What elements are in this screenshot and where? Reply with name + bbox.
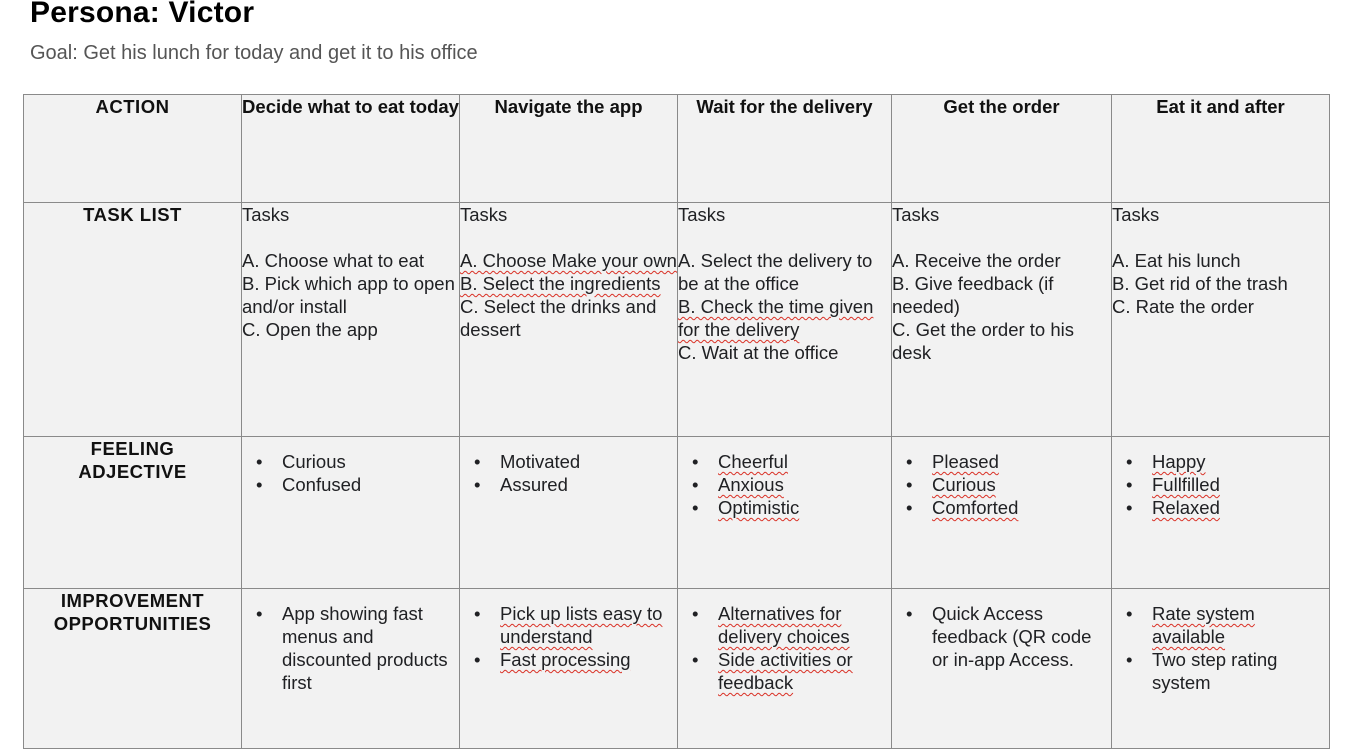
row-header-improvement [24,589,242,749]
improvement-text: Side activities or feedback [718,649,853,693]
feeling-text: Pleased [932,451,999,472]
persona-goal: Goal: Get his lunch for today and get it to his office [30,42,478,64]
row-header-task-list: TASK LIST [24,203,242,437]
row-header-feeling-line1: FEELING [90,438,175,459]
feeling-item: • Assured [474,473,669,496]
improvement-row [24,589,1330,749]
task-item: B. Get rid of the trash [1112,273,1288,294]
task-item: C. Open the app [242,319,378,340]
feeling-item [692,473,883,496]
improvements-cell-eat [1112,589,1330,749]
task-item: A. Choose Make your own [460,250,677,271]
feelings-cell-wait [678,437,892,589]
task-item: C. Get the order to his desk [892,319,1075,363]
feeling-text: Comforted [932,497,1019,518]
row-header-feeling-line2: ADJECTIVE [78,461,187,482]
feeling-text: Optimistic [718,497,800,518]
feeling-text: Happy [1152,451,1206,472]
feeling-text: Cheerful [718,451,788,472]
feelings-cell-decide [242,437,460,589]
feeling-item [692,496,883,519]
feeling-item: • Curious [256,450,451,473]
stage-header-eat: Eat it and after [1112,95,1330,203]
task-item: C. Rate the order [1112,296,1254,317]
improvements-cell-wait [678,589,892,749]
feeling-text: Relaxed [1152,497,1220,518]
feelings-cell-get-order [892,437,1112,589]
header-row [24,95,1330,203]
stage-header-decide: Decide what to eat today [242,95,460,203]
row-header-improvement-line1: IMPROVEMENT [60,590,205,611]
improvement-item: • Two step rating system [1126,648,1321,694]
tasks-cell-navigate [460,203,678,437]
improvement-item [692,602,883,648]
row-header-feeling [24,437,242,589]
task-item: B. Select the ingredients [460,273,661,294]
tasks-label: Tasks [460,204,508,225]
improvement-text: Fast processing [500,649,631,670]
feeling-item [906,473,1103,496]
task-item: B. Check the time given for the delivery [678,296,874,340]
feelings-cell-navigate [460,437,678,589]
task-item: B. Pick which app to open and/or install [242,273,455,317]
tasks-label: Tasks [1112,204,1160,225]
task-item: A. Eat his lunch [1112,250,1241,271]
row-header-action: ACTION [24,95,242,203]
improvement-item: • Quick Access feedback (QR code or in-app Access. [906,602,1103,671]
feeling-item [1126,496,1321,519]
improvements-cell-navigate [460,589,678,749]
feeling-row [24,437,1330,589]
improvement-item [474,602,669,648]
task-item: A. Select the delivery to be at the office [678,250,873,294]
improvement-text: Pick up lists easy to understand [500,603,663,647]
improvement-text: Alternatives for delivery choices [718,603,850,647]
task-item: A. Choose what to eat [242,250,425,271]
improvements-cell-get-order [892,589,1112,749]
feeling-text: Anxious [718,474,784,495]
tasks-label: Tasks [242,204,290,225]
improvement-item [1126,602,1321,648]
tasks-label: Tasks [678,204,726,225]
journey-map-table [23,94,1330,749]
feeling-item [906,496,1103,519]
task-item: C. Wait at the office [678,342,839,363]
feelings-cell-eat [1112,437,1330,589]
task-item: C. Select the drinks and dessert [460,296,657,340]
feeling-text: Fullfilled [1152,474,1220,495]
improvement-item: • App showing fast menus and discounted products first [256,602,451,694]
stage-header-get-order: Get the order [892,95,1112,203]
feeling-item [692,450,883,473]
task-list-row [24,203,1330,437]
page-title: Persona: Victor [30,0,255,29]
task-item: B. Give feedback (if needed) [892,273,1054,317]
tasks-label: Tasks [892,204,940,225]
task-item: A. Receive the order [892,250,1061,271]
feeling-text: Curious [932,474,996,495]
improvement-text: Rate system available [1152,603,1255,647]
improvement-item [692,648,883,694]
improvements-cell-decide [242,589,460,749]
stage-header-wait: Wait for the delivery [678,95,892,203]
feeling-item [906,450,1103,473]
feeling-item: • Confused [256,473,451,496]
row-header-improvement-line2: OPPORTUNITIES [53,613,212,634]
improvement-item [474,648,669,671]
tasks-cell-wait [678,203,892,437]
stage-header-navigate: Navigate the app [460,95,678,203]
feeling-item [1126,473,1321,496]
feeling-item: • Motivated [474,450,669,473]
tasks-cell-decide [242,203,460,437]
tasks-cell-eat [1112,203,1330,437]
feeling-item [1126,450,1321,473]
tasks-cell-get-order [892,203,1112,437]
